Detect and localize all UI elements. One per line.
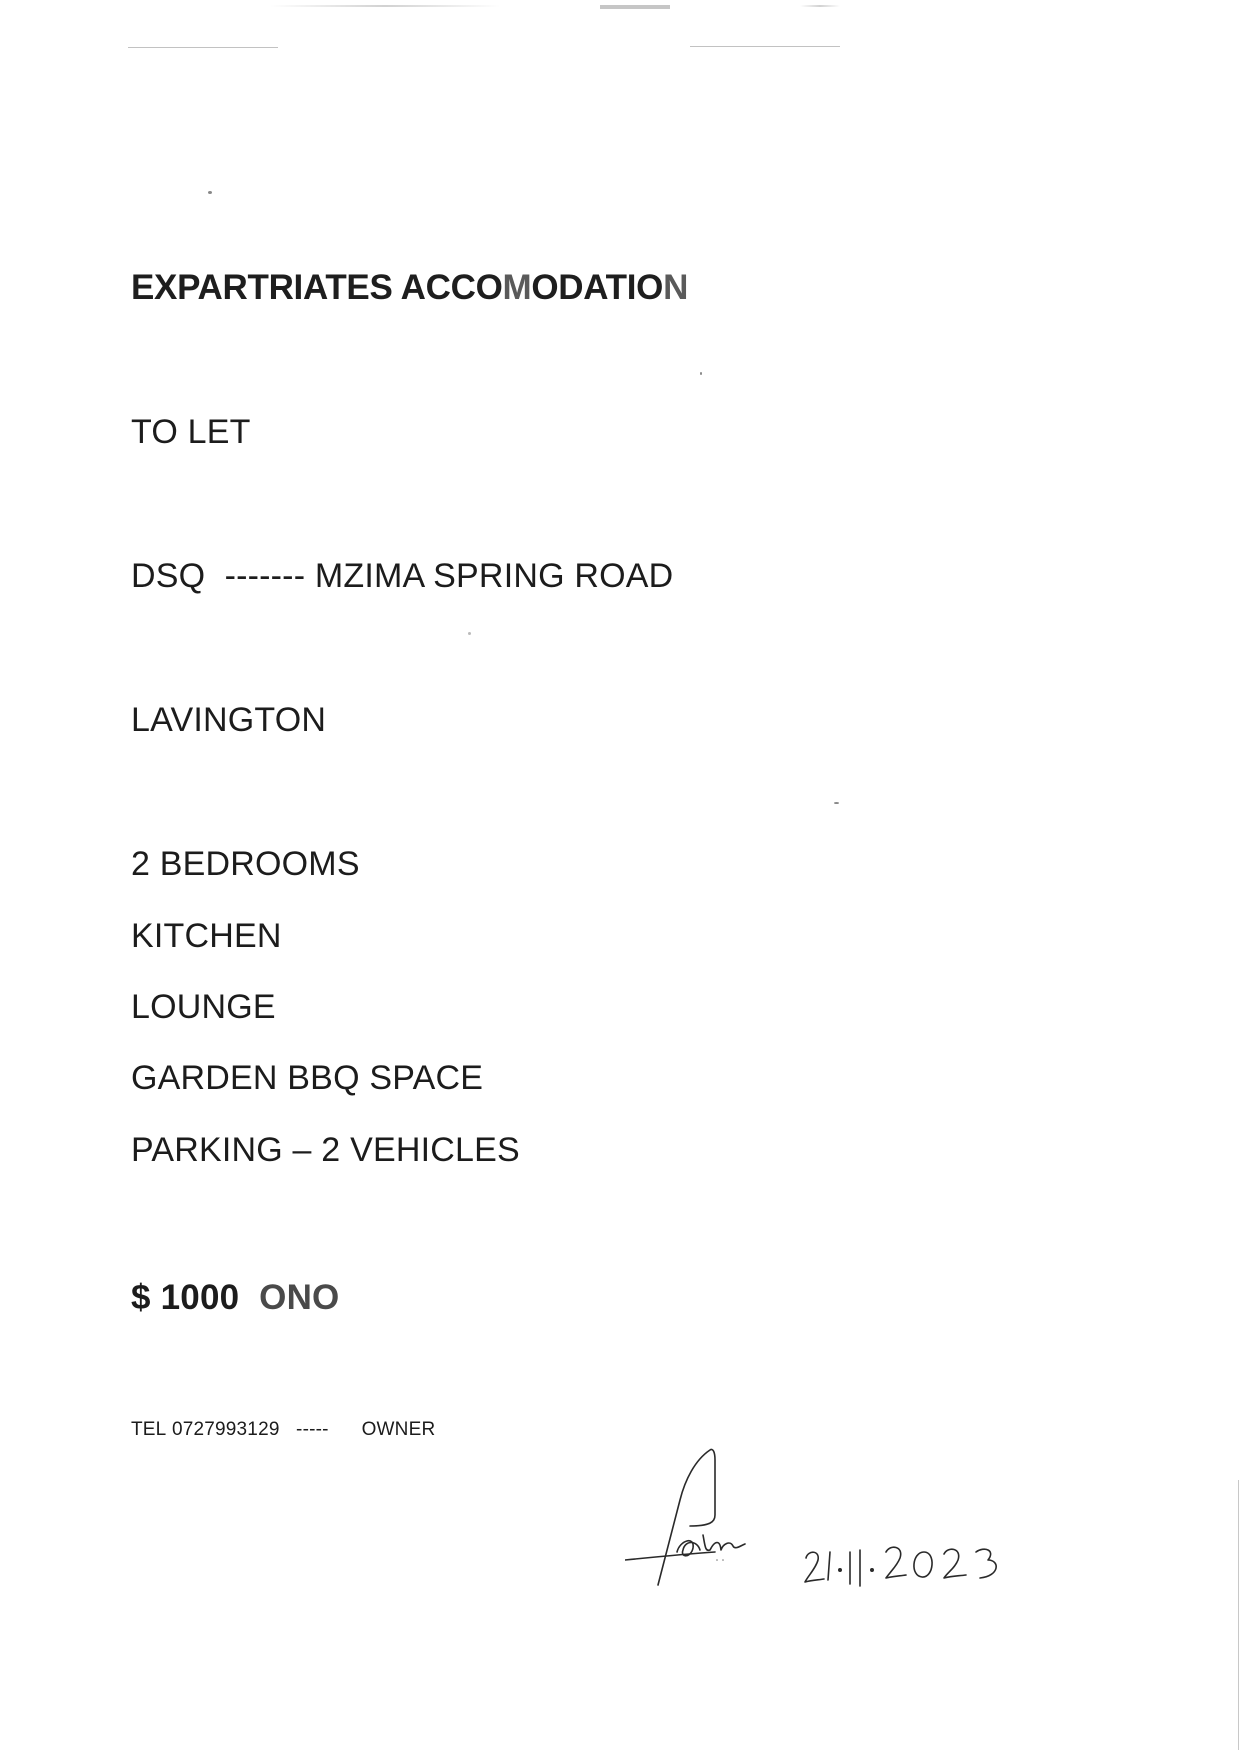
scan-speck: [700, 372, 702, 375]
document-title: [131, 268, 688, 308]
header-rule-left: [128, 47, 278, 48]
contact-phone: 0727993129: [171, 1419, 280, 1440]
scan-speck: [208, 191, 212, 194]
contact-line: [131, 1419, 435, 1441]
title-text: N: [663, 268, 689, 307]
contact-role: OWNER: [361, 1419, 436, 1440]
handwritten-date-icon: [800, 1530, 1040, 1600]
contact-label: TEL: [131, 1419, 167, 1440]
header-rule-right: [690, 46, 840, 47]
title-text: EXPARTRIATES ACCO: [131, 268, 503, 307]
listing-status: TO LET: [131, 413, 251, 451]
signature-icon: [625, 1440, 775, 1600]
feature-item: LOUNGE: [131, 988, 276, 1026]
location-line: DSQ ------- MZIMA SPRING ROAD: [131, 557, 674, 595]
scan-speck: [834, 802, 839, 804]
scan-speck: [468, 632, 471, 635]
scan-edge: [1238, 1480, 1239, 1750]
title-text: M: [502, 268, 532, 307]
contact-separator: -----: [296, 1419, 329, 1440]
title-text: ODATIO: [531, 268, 664, 307]
price-terms: ONO: [259, 1278, 340, 1317]
feature-item: GARDEN BBQ SPACE: [131, 1059, 484, 1097]
scan-artifact: [800, 5, 840, 7]
area-name: LAVINGTON: [131, 701, 327, 739]
price-amount: 1000: [160, 1278, 240, 1317]
feature-item: 2 BEDROOMS: [131, 845, 360, 883]
scan-artifact: [600, 5, 670, 9]
price: [131, 1278, 339, 1318]
feature-item: KITCHEN: [131, 917, 282, 955]
price-currency: $: [131, 1278, 151, 1317]
scan-artifact: [270, 5, 500, 7]
feature-item: PARKING – 2 VEHICLES: [131, 1131, 520, 1169]
